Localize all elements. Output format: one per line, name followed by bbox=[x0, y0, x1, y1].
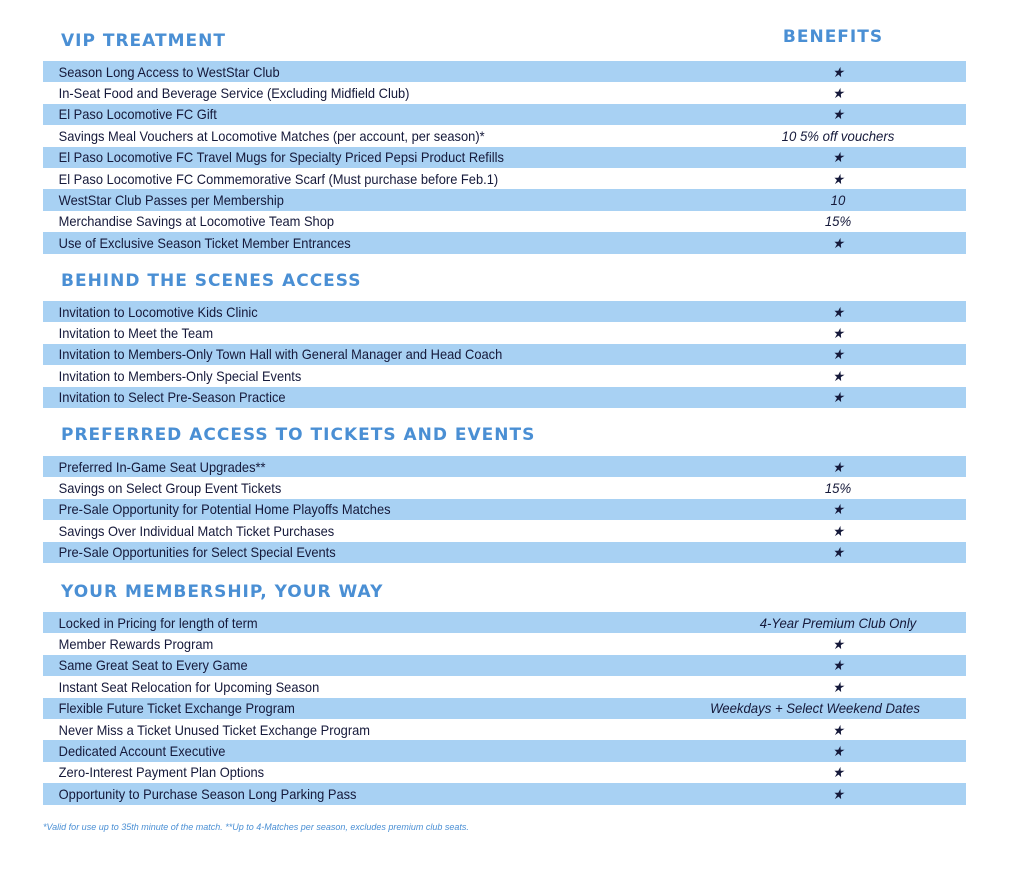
benefit-row bbox=[43, 322, 966, 343]
benefits-column-header: BENEFITS bbox=[782, 27, 884, 47]
benefit-row bbox=[43, 61, 966, 82]
benefit-row bbox=[43, 783, 966, 804]
star-icon: ★ bbox=[832, 636, 844, 653]
benefit-row bbox=[43, 477, 966, 498]
benefit-value: 15% bbox=[824, 213, 852, 230]
benefit-value: Weekdays + Select Weekend Dates bbox=[710, 700, 920, 717]
benefit-label: Invitation to Meet the Team bbox=[58, 325, 214, 342]
benefit-label: Flexible Future Ticket Exchange Program bbox=[58, 700, 295, 717]
section-rows bbox=[43, 612, 966, 805]
benefit-label: Opportunity to Purchase Season Long Parking Pass bbox=[58, 785, 357, 802]
benefit-row bbox=[43, 719, 966, 740]
section-title: BEHIND THE SCENES ACCESS bbox=[61, 271, 362, 291]
section-rows bbox=[43, 456, 966, 563]
section-title: YOUR MEMBERSHIP, YOUR WAY bbox=[61, 582, 384, 602]
star-icon: ★ bbox=[832, 743, 844, 760]
star-icon: ★ bbox=[832, 85, 844, 102]
star-icon: ★ bbox=[832, 785, 844, 802]
benefit-row bbox=[43, 740, 966, 761]
star-icon: ★ bbox=[832, 346, 844, 363]
benefit-label: Instant Seat Relocation for Upcoming Season bbox=[58, 678, 320, 695]
benefit-row bbox=[43, 344, 966, 365]
benefit-row bbox=[43, 612, 966, 633]
benefit-label: Invitation to Locomotive Kids Clinic bbox=[58, 303, 258, 320]
benefit-value: 4-Year Premium Club Only bbox=[759, 614, 917, 631]
benefit-row bbox=[43, 520, 966, 541]
star-icon: ★ bbox=[832, 389, 844, 406]
benefit-label: El Paso Locomotive FC Travel Mugs for Specialty Priced Pepsi Product Refills bbox=[58, 149, 504, 166]
benefit-label: In-Seat Food and Beverage Service (Excluding Midfield Club) bbox=[58, 85, 410, 102]
star-icon: ★ bbox=[832, 522, 844, 539]
benefit-row bbox=[43, 301, 966, 322]
benefit-label: Invitation to Members-Only Town Hall with General Manager and Head Coach bbox=[58, 346, 503, 363]
benefit-label: Preferred In-Game Seat Upgrades** bbox=[58, 458, 266, 475]
benefit-label: Savings Meal Vouchers at Locomotive Matches (per account, per season)* bbox=[58, 127, 485, 144]
star-icon: ★ bbox=[832, 325, 844, 342]
benefit-label: Invitation to Select Pre-Season Practice bbox=[58, 389, 286, 406]
star-icon: ★ bbox=[832, 149, 844, 166]
footnote: *Valid for use up to 35th minute of the match. **Up to 4-Matches per season, excludes premium club seats. bbox=[43, 822, 469, 832]
section-rows bbox=[43, 61, 966, 254]
benefit-label: Savings on Select Group Event Tickets bbox=[58, 480, 282, 497]
benefit-label: Merchandise Savings at Locomotive Team Shop bbox=[58, 213, 335, 230]
benefit-row bbox=[43, 365, 966, 386]
benefit-label: El Paso Locomotive FC Gift bbox=[58, 106, 217, 123]
star-icon: ★ bbox=[832, 367, 844, 384]
benefit-label: WestStar Club Passes per Membership bbox=[58, 192, 284, 209]
star-icon: ★ bbox=[832, 501, 844, 518]
benefit-row bbox=[43, 232, 966, 253]
star-icon: ★ bbox=[832, 458, 844, 475]
benefit-row bbox=[43, 168, 966, 189]
benefit-label: Never Miss a Ticket Unused Ticket Exchange Program bbox=[58, 721, 371, 738]
benefit-row bbox=[43, 104, 966, 125]
section-title: PREFERRED ACCESS TO TICKETS AND EVENTS bbox=[61, 425, 536, 445]
benefit-row bbox=[43, 542, 966, 563]
benefit-row bbox=[43, 676, 966, 697]
benefit-row bbox=[43, 125, 966, 146]
benefit-value: 15% bbox=[824, 480, 852, 497]
benefit-row bbox=[43, 147, 966, 168]
star-icon: ★ bbox=[832, 764, 844, 781]
benefit-row bbox=[43, 655, 966, 676]
benefit-row bbox=[43, 456, 966, 477]
benefit-value: 10 bbox=[830, 192, 846, 209]
benefit-label: El Paso Locomotive FC Commemorative Scarf (Must purchase before Feb.1) bbox=[58, 170, 499, 187]
benefit-row bbox=[43, 189, 966, 210]
benefit-label: Zero-Interest Payment Plan Options bbox=[58, 764, 265, 781]
benefit-row bbox=[43, 82, 966, 103]
benefit-row bbox=[43, 633, 966, 654]
benefit-label: Pre-Sale Opportunities for Select Special Events bbox=[58, 544, 336, 561]
star-icon: ★ bbox=[832, 678, 844, 695]
benefit-label: Locked in Pricing for length of term bbox=[58, 614, 258, 631]
benefit-row bbox=[43, 762, 966, 783]
benefit-row bbox=[43, 211, 966, 232]
benefit-row bbox=[43, 387, 966, 408]
star-icon: ★ bbox=[832, 303, 844, 320]
benefit-row bbox=[43, 698, 966, 719]
star-icon: ★ bbox=[832, 234, 844, 251]
benefit-value: 10 5% off vouchers bbox=[781, 127, 895, 144]
star-icon: ★ bbox=[832, 544, 844, 561]
benefit-label: Use of Exclusive Season Ticket Member Entrances bbox=[58, 234, 351, 251]
benefit-row bbox=[43, 499, 966, 520]
benefit-label: Season Long Access to WestStar Club bbox=[58, 63, 280, 80]
star-icon: ★ bbox=[832, 170, 844, 187]
star-icon: ★ bbox=[832, 63, 844, 80]
benefit-label: Invitation to Members-Only Special Events bbox=[58, 367, 302, 384]
section-rows bbox=[43, 301, 966, 408]
benefit-label: Member Rewards Program bbox=[58, 636, 214, 653]
benefit-label: Same Great Seat to Every Game bbox=[58, 657, 248, 674]
benefit-label: Pre-Sale Opportunity for Potential Home Playoffs Matches bbox=[58, 501, 391, 518]
star-icon: ★ bbox=[832, 721, 844, 738]
section-title: VIP TREATMENT bbox=[61, 31, 226, 51]
benefit-label: Savings Over Individual Match Ticket Purchases bbox=[58, 522, 335, 539]
star-icon: ★ bbox=[832, 106, 844, 123]
star-icon: ★ bbox=[832, 657, 844, 674]
benefit-label: Dedicated Account Executive bbox=[58, 743, 226, 760]
